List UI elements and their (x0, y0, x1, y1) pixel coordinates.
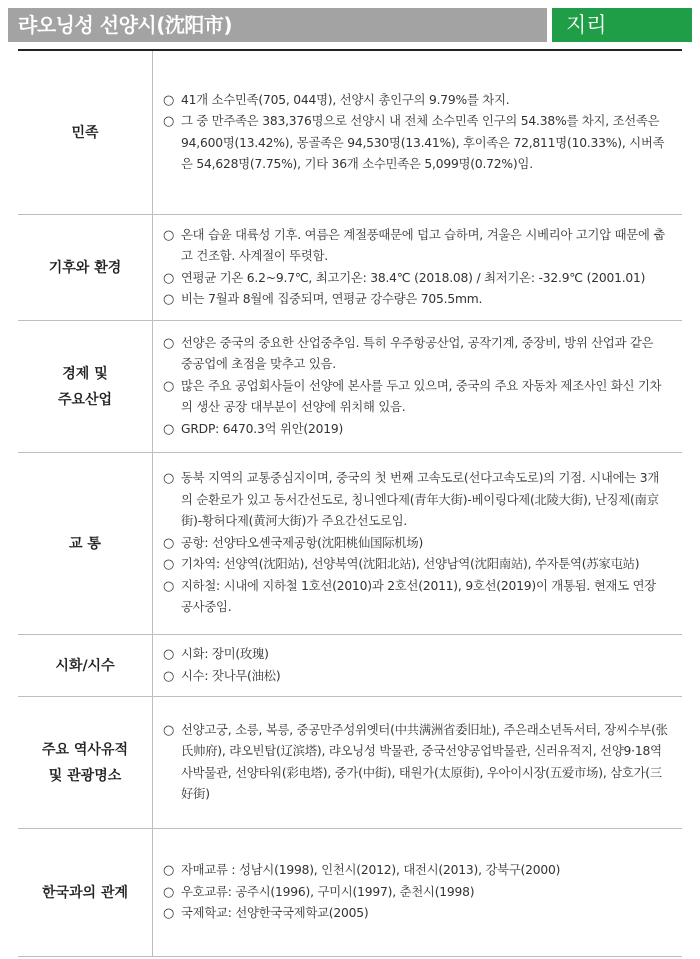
page-title: 랴오닝성 선양시(沈阳市) (8, 8, 547, 42)
list-item (163, 90, 668, 112)
list-item (163, 720, 668, 806)
list-item (163, 111, 668, 176)
row-content (153, 51, 682, 214)
item-text: 선양은 중국의 중요한 산업중추임. 특히 우주항공산업, 공작기계, 중장비, 방위 산업과 같은 중공업에 초점을 맞추고 있음. (181, 335, 654, 372)
list-item (163, 576, 668, 619)
item-text: 41개 소수민족(705, 044명), 선양시 총인구의 9.79%를 차지. (181, 92, 510, 107)
item-text: 자매교류 : 성남시(1998), 인천시(2012), 대전시(2013), 강북구(2000) (181, 863, 561, 878)
table-row-transport (18, 453, 682, 635)
item-text: 비는 7월과 8월에 집중되며, 연평균 강수량은 705.5mm. (181, 292, 483, 306)
table-row-symbols (18, 635, 682, 697)
list-item (163, 903, 668, 925)
item-text: 시화: 장미(玫瑰) (181, 647, 269, 661)
item-text: 연평균 기온 6.2~9.7℃, 최고기온: 38.4℃ (2018.08) / 최저기온: -32.9℃ (2001.01) (181, 270, 646, 285)
circle-bullet-icon: ○ (163, 421, 175, 437)
table-row-economy (18, 321, 682, 453)
list-item (163, 289, 668, 311)
list-item (163, 554, 668, 576)
table-row-climate (18, 215, 682, 321)
row-content (153, 321, 682, 452)
row-content (153, 697, 682, 828)
item-text: 온대 습윤 대륙성 기후. 여름은 계절풍때문에 덥고 습하며, 겨울은 시베리아 고기압 때문에 춥고 건조함. 사계절이 뚜렷함. (181, 227, 666, 263)
item-text: 동북 지역의 교통중심지이며, 중국의 첫 번째 고속도로(선다고속도로)의 기점. 시내에는 3개의 순환로가 있고 동서간선도로, 칭니엔다제(青年大街)-베이링다제(北陵大街), 난징제(南京街)-황허다제(黄河大街)가 주요간선도로임. (181, 471, 660, 529)
item-text: 기차역: 선양역(沈阳站), 선양북역(沈阳北站), 선양남역(沈阳南站), 쑤자툰역(苏家屯站) (181, 557, 640, 572)
circle-bullet-icon: ○ (163, 471, 175, 487)
circle-bullet-icon: ○ (163, 92, 175, 108)
circle-bullet-icon: ○ (163, 335, 175, 351)
item-text: 선양고궁, 소릉, 복릉, 중공만주성위옛터(中共满洲省委旧址), 주은래소년독서터, 장씨수부(张氏帅府), 랴오빈탑(辽滨塔), 랴오닝성 박물관, 중국선양공업박물관, 신러유적지, 선양9·18역사박물관, 선양타워(彩电塔), 중가(中街), 태원가(太原街), 우아이시장(五爱市场), 삼호가(三好街) (181, 722, 668, 801)
page-header (8, 8, 692, 42)
circle-bullet-icon: ○ (163, 906, 175, 922)
circle-bullet-icon: ○ (163, 292, 175, 307)
item-text: 많은 주요 공업회사들이 선양에 본사를 두고 있으며, 중국의 주요 자동차 제조사인 화신 기차의 생산 공장 대부분이 선양에 위치해 있음. (181, 378, 662, 415)
list-item (163, 376, 668, 419)
circle-bullet-icon: ○ (163, 668, 175, 684)
list-item (163, 225, 668, 268)
row-label: 기후와 환경 (18, 215, 153, 320)
item-text: 지하철: 시내에 지하철 1호선(2010)과 2호선(2011), 9호선(2019)이 개통됨. 현재도 연장 공사중임. (181, 578, 656, 615)
row-content (153, 635, 682, 696)
circle-bullet-icon: ○ (163, 884, 175, 900)
circle-bullet-icon: ○ (163, 535, 175, 551)
circle-bullet-icon: ○ (163, 557, 175, 573)
item-text: 시수: 잣나무(油松) (181, 668, 281, 683)
row-label: 경제 및 주요산업 (18, 321, 153, 452)
row-content (153, 829, 682, 956)
item-text: 그 중 만주족은 383,376명으로 선양시 내 전체 소수민족 인구의 54.38%를 차지, 조선족은 94,600명(13.42%), 몽골족은 94,530명(13.41%), 후이족은 72,811명(10.33%), 시버족은 54,628명(7.75%), 기타 36개 소수민족은 5,099명(0.72%)임. (181, 114, 665, 171)
circle-bullet-icon: ○ (163, 722, 175, 738)
section-tag: 지리 (552, 8, 692, 42)
row-content (153, 215, 682, 320)
circle-bullet-icon: ○ (163, 227, 175, 243)
item-text: 공항: 선양타오셴국제공항(沈阳桃仙国际机场) (181, 535, 424, 550)
table-row-korea-relations (18, 829, 682, 957)
row-content (153, 453, 682, 634)
row-label: 주요 역사유적 및 관광명소 (18, 697, 153, 828)
circle-bullet-icon: ○ (163, 647, 175, 662)
circle-bullet-icon: ○ (163, 378, 175, 394)
list-item (163, 644, 668, 666)
list-item (163, 419, 668, 441)
circle-bullet-icon: ○ (163, 578, 175, 594)
list-item (163, 666, 668, 688)
item-text: 국제학교: 선양한국국제학교(2005) (181, 906, 369, 921)
info-table (18, 51, 682, 957)
list-item (163, 268, 668, 290)
circle-bullet-icon: ○ (163, 270, 175, 286)
table-row-attractions (18, 697, 682, 829)
list-item (163, 860, 668, 882)
circle-bullet-icon: ○ (163, 863, 175, 879)
list-item (163, 468, 668, 533)
row-label: 교 통 (18, 453, 153, 634)
list-item (163, 533, 668, 555)
table-row-ethnicity (18, 51, 682, 215)
item-text: 우호교류: 공주시(1996), 구미시(1997), 춘천시(1998) (181, 884, 475, 899)
row-label: 민족 (18, 51, 153, 214)
row-label: 한국과의 관계 (18, 829, 153, 956)
row-label: 시화/시수 (18, 635, 153, 696)
circle-bullet-icon: ○ (163, 114, 175, 129)
item-text: GRDP: 6470.3억 위안(2019) (181, 421, 344, 436)
list-item (163, 333, 668, 376)
list-item (163, 882, 668, 904)
